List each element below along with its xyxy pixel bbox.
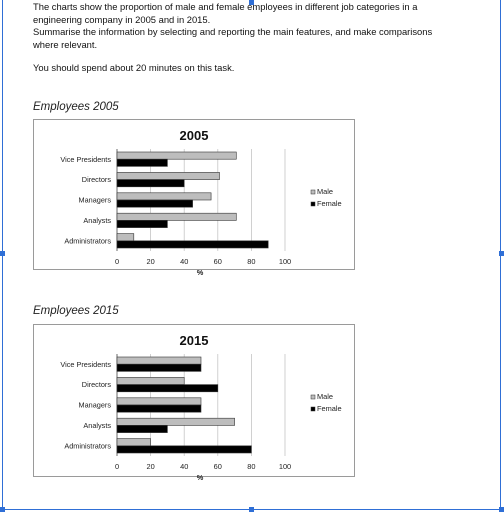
bar-female	[117, 200, 193, 207]
x-tick-label: 100	[278, 257, 292, 266]
chart-title: 2005	[179, 128, 209, 143]
legend-label-female: Female	[317, 199, 342, 208]
chart-2015	[33, 324, 355, 482]
category-label: Directors	[81, 380, 111, 390]
bar-female	[117, 241, 268, 248]
x-tick-label: 20	[146, 257, 155, 266]
resize-handle-bottom[interactable]	[249, 507, 254, 512]
resize-handle-bottom-left[interactable]	[0, 507, 5, 512]
bar-male	[117, 357, 201, 364]
bar-female	[117, 220, 167, 227]
legend-swatch-male	[311, 190, 315, 194]
bar-male	[117, 398, 201, 405]
x-tick-label: 20	[146, 462, 155, 471]
x-tick-label: 100	[278, 462, 292, 471]
bar-female	[117, 180, 184, 187]
bar-male	[117, 152, 236, 159]
category-label: Administrators	[64, 441, 111, 451]
bar-male	[117, 193, 211, 200]
x-tick-label: 80	[247, 462, 256, 471]
category-label: Managers	[78, 195, 111, 205]
chart-2005	[33, 119, 355, 277]
x-tick-label: 40	[180, 257, 189, 266]
x-tick-label: 0	[114, 257, 120, 266]
category-label: Managers	[78, 400, 111, 410]
category-label: Analysts	[83, 421, 111, 430]
x-tick-label: 60	[213, 462, 222, 471]
prompt-line-2: engineering company in 2005 and in 2015.	[33, 13, 211, 25]
category-label: Administrators	[64, 236, 111, 246]
category-label: Analysts	[83, 216, 111, 225]
category-label: Vice Presidents	[60, 154, 111, 164]
legend-swatch-male	[311, 395, 315, 399]
resize-handle-right[interactable]	[499, 251, 504, 256]
legend-label-male: Male	[317, 187, 334, 196]
x-axis-label: %	[196, 473, 204, 482]
section-title-2005: Employees 2005	[33, 101, 119, 113]
category-label: Directors	[81, 175, 111, 185]
bar-female	[117, 364, 201, 371]
legend-label-male: Male	[317, 392, 334, 401]
resize-handle-left[interactable]	[0, 251, 5, 256]
bar-female	[117, 405, 201, 412]
x-tick-label: 80	[247, 257, 256, 266]
x-axis-label: %	[196, 268, 204, 277]
bar-male	[117, 377, 184, 384]
bar-female	[117, 446, 251, 453]
task-prompt	[33, 1, 499, 75]
chart-title: 2015	[179, 333, 209, 348]
x-tick-label: 40	[180, 462, 189, 471]
bar-male	[117, 439, 151, 446]
legend-swatch-female	[311, 407, 315, 411]
prompt-line-1: The charts show the proportion of male and female employees in different job categories in a	[33, 1, 418, 12]
category-label: Vice Presidents	[60, 359, 111, 369]
bar-male	[117, 172, 219, 179]
bar-female	[117, 385, 218, 392]
bar-male	[117, 234, 134, 241]
x-tick-label: 60	[213, 257, 222, 266]
resize-handle-bottom-right[interactable]	[499, 507, 504, 512]
section-title-2015: Employees 2015	[33, 305, 119, 317]
x-tick-label: 0	[114, 462, 120, 471]
legend-swatch-female	[311, 202, 315, 206]
bar-female	[117, 425, 167, 432]
time-note: You should spend about 20 minutes on this task.	[33, 62, 235, 73]
bar-female	[117, 159, 167, 166]
bar-male	[117, 213, 236, 220]
prompt-line-3: Summarise the information by selecting and reporting the main features, and make comparisons	[33, 26, 433, 37]
bar-male	[117, 418, 235, 425]
legend-label-female: Female	[317, 404, 342, 413]
prompt-line-4: where relevant.	[33, 38, 98, 50]
